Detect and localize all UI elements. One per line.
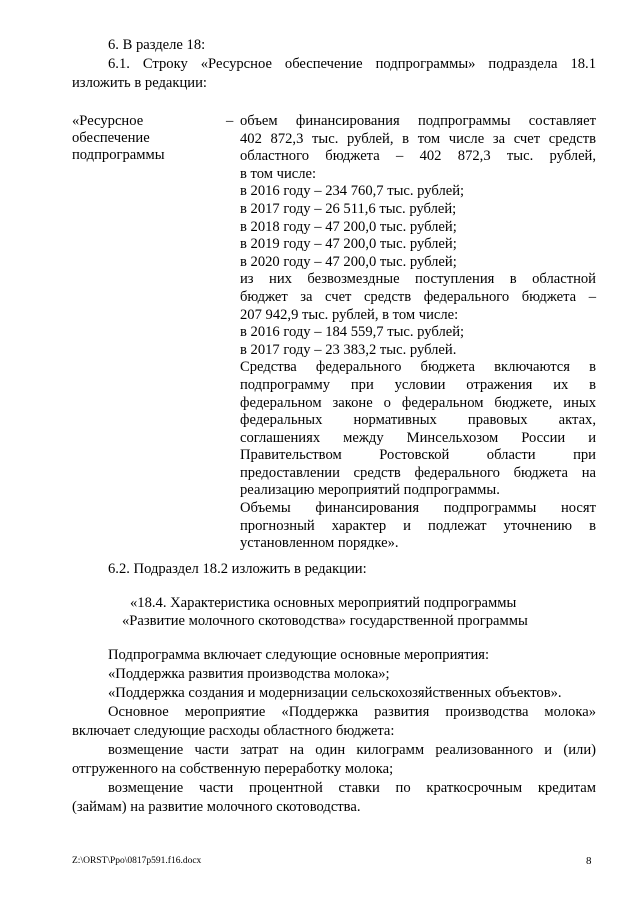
dash: – [226, 113, 234, 129]
body-paragraph: отгруженного на собственную переработку молока; [72, 761, 394, 777]
right-line: федеральном законе о федеральном бюджете, иных [240, 394, 596, 411]
body-paragraph: «Поддержка создания и модернизации сельскохозяйственных объектов». [108, 685, 562, 701]
right-line: 402 872,3 тыс. рублей, в том числе за счет средств [240, 130, 596, 147]
right-line: из них безвозмездные поступления в областной [240, 271, 596, 288]
subsection-heading-line2: «Развитие молочного скотоводства» государственной программы [122, 613, 528, 629]
right-line: Правительством Ростовской области при [240, 447, 596, 464]
right-line: подпрограмму при условии отражения их в [240, 376, 596, 393]
right-line: Средства федерального бюджета включаются в [240, 359, 596, 376]
subsection-heading-line1: «18.4. Характеристика основных мероприятий подпрограммы [130, 595, 517, 611]
table-left-cell [72, 113, 222, 164]
section-header: 6. В разделе 18: [108, 37, 206, 53]
item-6-1-line2: изложить в редакции: [72, 75, 207, 91]
right-line: в 2018 году – 47 200,0 тыс. рублей; [240, 218, 457, 235]
right-line: в 2016 году – 234 760,7 тыс. рублей; [240, 183, 465, 200]
body-paragraph: «Поддержка развития производства молока»; [108, 666, 390, 682]
right-line: в 2017 году – 26 511,6 тыс. рублей; [240, 200, 457, 217]
body-paragraph: Основное мероприятие «Поддержка развития производства молока» [108, 704, 596, 720]
body-paragraph: возмещение части затрат на один килограмм реализованного и (или) [108, 742, 596, 758]
right-line: соглашениях между Минсельхозом России и [240, 429, 596, 446]
right-line: федеральных нормативных правовых актах, [240, 412, 596, 429]
right-line: в 2016 году – 184 559,7 тыс. рублей; [240, 324, 465, 341]
body-paragraph: возмещение части процентной ставки по краткосрочным кредитам [108, 780, 596, 796]
right-line: установленном порядке». [240, 535, 399, 552]
right-line: объем финансирования подпрограммы составляет [240, 113, 596, 129]
right-line: в том числе: [240, 165, 317, 182]
body-paragraph: включает следующие расходы областного бюджета: [72, 723, 395, 739]
item-6-2: 6.2. Подраздел 18.2 изложить в редакции: [108, 561, 367, 577]
item-6-1-line1: 6.1. Строку «Ресурсное обеспечение подпрограммы» подраздела 18.1 [108, 56, 596, 72]
left-line: подпрограммы [72, 147, 165, 163]
right-line: прогнозный характер и подлежат уточнению в [240, 517, 596, 534]
right-line: в 2020 году – 47 200,0 тыс. рублей; [240, 253, 457, 270]
right-line: бюджет за счет средств федерального бюджета – [240, 288, 596, 305]
right-line: в 2019 году – 47 200,0 тыс. рублей; [240, 236, 457, 253]
right-line: реализацию мероприятий подпрограммы. [240, 482, 500, 499]
right-line: в 2017 году – 23 383,2 тыс. рублей. [240, 341, 457, 358]
table-right-cell [226, 113, 596, 553]
right-line: областного бюджета – 402 872,3 тыс. рублей, [240, 148, 596, 165]
left-line: обеспечение [72, 130, 150, 146]
right-line: Объемы финансирования подпрограммы носят [240, 500, 596, 517]
page-number: 8 [586, 855, 592, 867]
body-paragraph: Подпрограмма включает следующие основные мероприятия: [108, 647, 490, 663]
right-line: 207 942,9 тыс. рублей, в том числе: [240, 306, 459, 323]
body-paragraph: (займам) на развитие молочного скотоводства. [72, 799, 361, 815]
right-line: предоставлении средств федерального бюджета на [240, 464, 596, 481]
footer-file-path: Z:\ORST\Ppo\0817p591.f16.docx [72, 856, 202, 866]
left-line: «Ресурсное [72, 113, 144, 129]
